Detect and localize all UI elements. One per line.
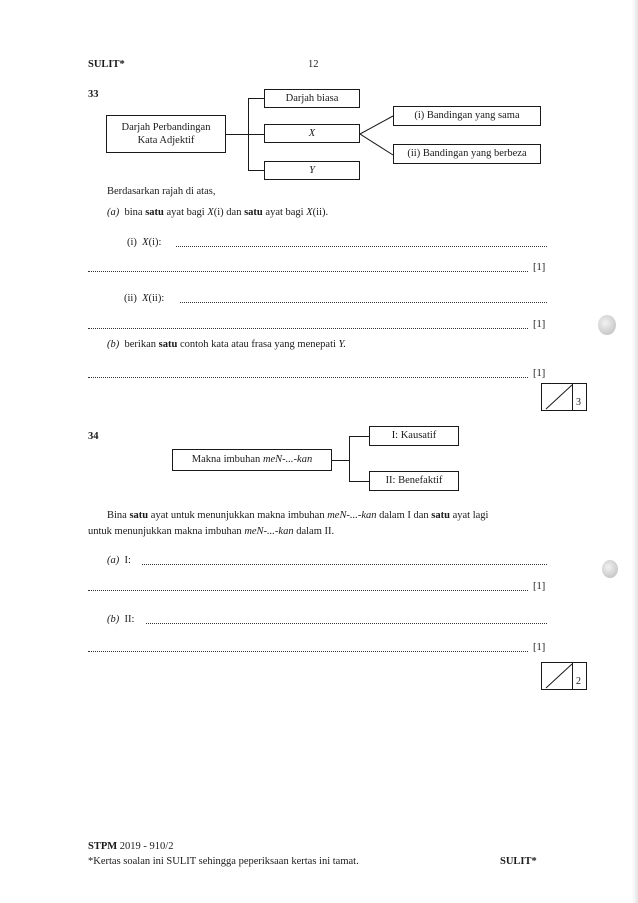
connector xyxy=(349,436,350,481)
mark-allocation: [1] xyxy=(533,581,546,592)
answer-line[interactable] xyxy=(88,377,528,378)
mark-allocation: [1] xyxy=(533,368,546,379)
q33-box-bandingan-sama: (i) Bandingan yang sama xyxy=(393,106,541,126)
q33-box-darjah-biasa: Darjah biasa xyxy=(264,89,360,108)
q34-part-a-label: (a) I: xyxy=(107,555,131,566)
connector xyxy=(248,134,264,135)
punch-hole-mark xyxy=(598,315,616,335)
footer-exam-code: STPM 2019 - 910/2 xyxy=(88,841,174,852)
answer-line[interactable] xyxy=(142,564,547,565)
q34-root-box: Makna imbuhan meN-...-kan xyxy=(172,449,332,471)
footer-note: *Kertas soalan ini SULIT sehingga peperiksaan kertas ini tamat. xyxy=(88,856,359,867)
q33-box-x: X xyxy=(264,124,360,143)
q34-box-kausatif: I: Kausatif xyxy=(369,426,459,446)
answer-line[interactable] xyxy=(146,623,547,624)
q33-item-ii-label: (ii) X(ii): xyxy=(124,293,165,304)
q34-instruction-line2: untuk menunjukkan makna imbuhan meN-...-kan dalam II. xyxy=(88,526,335,537)
page-number: 12 xyxy=(308,59,319,70)
header-sulit: SULIT* xyxy=(88,59,125,70)
connector xyxy=(332,460,349,461)
q33-box-bandingan-berbeza: (ii) Bandingan yang berbeza xyxy=(393,144,541,164)
answer-line[interactable] xyxy=(88,271,528,272)
connector xyxy=(248,98,264,99)
q33-part-b-instruction: (b) berikan satu contoh kata atau frasa yang menepati Y. xyxy=(107,339,347,350)
mark-allocation: [1] xyxy=(533,319,546,330)
connector xyxy=(349,436,369,437)
q33-root-box: Darjah Perbandingan Kata Adjektif xyxy=(106,115,226,153)
question-number-33: 33 xyxy=(88,89,99,100)
footer-sulit: SULIT* xyxy=(500,856,537,867)
q33-intro: Berdasarkan rajah di atas, xyxy=(107,186,216,197)
mark-allocation: [1] xyxy=(533,262,546,273)
q33-score-box xyxy=(541,383,587,411)
answer-line[interactable] xyxy=(180,302,547,303)
q33-branch-lines xyxy=(360,110,394,170)
punch-hole-mark xyxy=(602,560,618,578)
q33-score-total: 3 xyxy=(576,397,581,408)
connector xyxy=(349,481,369,482)
q33-part-a-instruction: (a) bina satu ayat bagi X(i) dan satu ayat bagi X(ii). xyxy=(107,207,329,218)
connector xyxy=(248,170,264,171)
q34-part-b-label: (b) II: xyxy=(107,614,135,625)
q33-item-i-label: (i) X(i): xyxy=(127,237,162,248)
answer-line[interactable] xyxy=(176,246,547,247)
answer-line[interactable] xyxy=(88,590,528,591)
answer-line[interactable] xyxy=(88,328,528,329)
page-edge-shadow xyxy=(632,0,638,903)
question-number-34: 34 xyxy=(88,431,99,442)
q33-box-y: Y xyxy=(264,161,360,180)
q34-score-total: 2 xyxy=(576,676,581,687)
q34-box-benefaktif: II: Benefaktif xyxy=(369,471,459,491)
connector xyxy=(226,134,248,135)
answer-line[interactable] xyxy=(88,651,528,652)
mark-allocation: [1] xyxy=(533,642,546,653)
q34-score-box xyxy=(541,662,587,690)
q34-instruction-line1: Bina satu ayat untuk menunjukkan makna imbuhan meN-...-kan dalam I dan satu ayat lagi xyxy=(107,510,489,521)
